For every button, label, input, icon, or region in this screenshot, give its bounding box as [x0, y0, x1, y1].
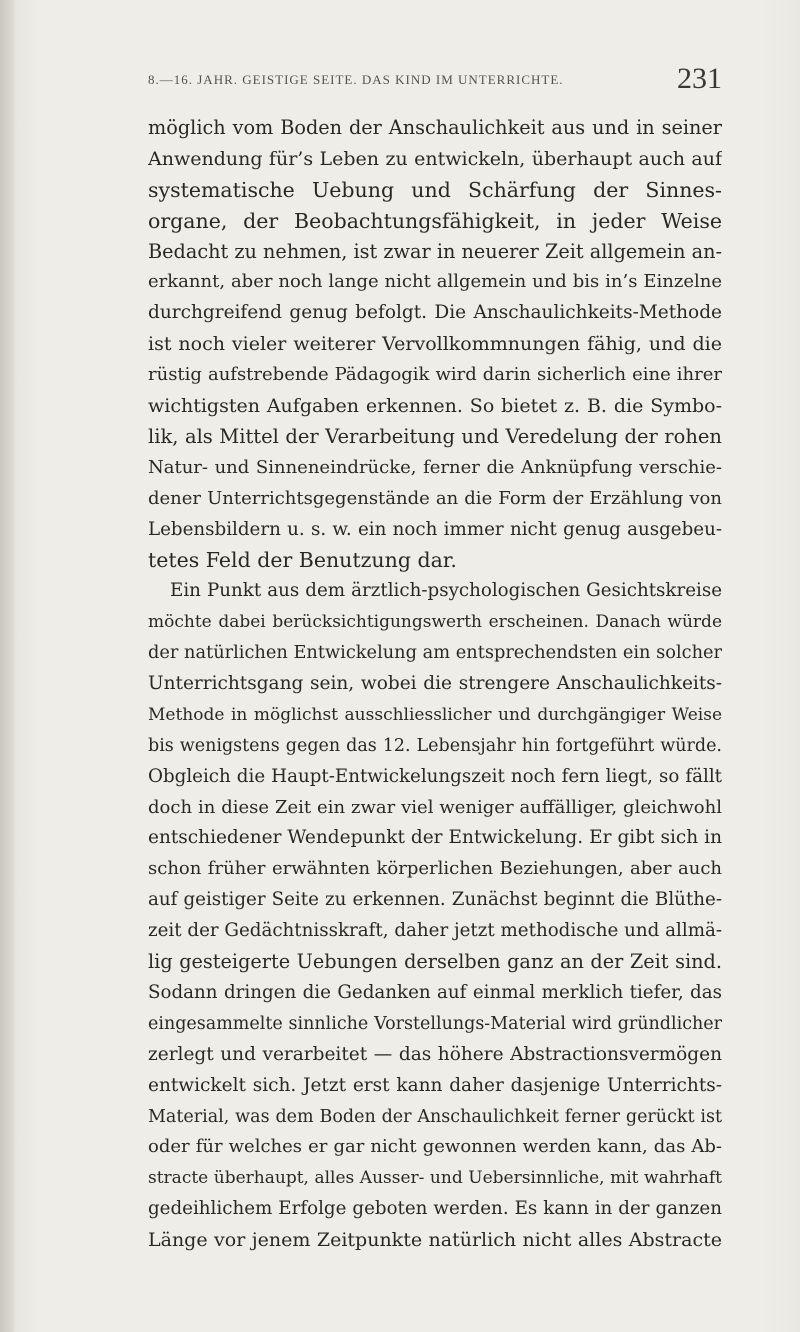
text-line: zeit der Gedächtnisskraft, daher jetzt methodische und allmä- — [148, 920, 722, 942]
text-line: zerlegt und verarbeitet — das höhere Abstractionsvermögen — [148, 1043, 722, 1065]
text-line: lik, als Mittel der Verarbeitung und Veredelung der rohen — [148, 424, 722, 448]
text-line: oder für welches er gar nicht gewonnen werden kann, das Ab- — [148, 1136, 722, 1158]
text-line: Material, was dem Boden der Anschaulichkeit ferner gerückt ist — [148, 1106, 722, 1127]
text-line: Länge vor jenem Zeitpunkte natürlich nicht alles Abstracte — [148, 1229, 722, 1252]
text-line: tetes Feld der Benutzung dar. — [148, 548, 457, 573]
text-line: Bedacht zu nehmen, ist zwar in neuerer Zeit allgemein an- — [148, 239, 722, 263]
text-line: entschiedener Wendepunkt der Entwickelung. Er gibt sich in — [148, 827, 722, 849]
text-line: möchte dabei berücksichtigungswerth erscheinen. Danach würde — [148, 612, 722, 633]
text-line: Unterrichtsgang sein, wobei die strengere Anschaulichkeits- — [148, 673, 722, 695]
text-line: systematische Uebung und Schärfung der Sinnes- — [148, 177, 722, 202]
text-line: Lebensbildern u. s. w. ein noch immer nicht genug ausgebeu- — [148, 518, 722, 540]
text-line: doch in diese Zeit ein zwar viel weniger auffälliger, gleichwohl — [148, 796, 722, 818]
text-line: durchgreifend genug befolgt. Die Anschaulichkeits-Methode — [148, 302, 722, 324]
running-head-title: 8.—16. JAHR. GEISTIGE SEITE. DAS KIND IM UNTERRICHTE. — [148, 72, 564, 87]
text-line: organe, der Beobachtungsfähigkeit, in jeder Weise — [148, 208, 722, 233]
text-line: rüstig aufstrebende Pädagogik wird darin sicherlich eine ihrer — [148, 364, 722, 386]
text-line: möglich vom Boden der Anschaulichkeit aus und in seiner — [148, 116, 722, 139]
page-number: 231 — [677, 62, 722, 95]
text-line: bis wenigstens gegen das 12. Lebensjahr hin fortgeführt würde. — [148, 735, 722, 756]
page-spine-shadow — [0, 0, 14, 1332]
running-head — [148, 62, 722, 102]
text-line: Anwendung für’s Leben zu entwickeln, überhaupt auch auf — [148, 147, 722, 170]
text-line: erkannt, aber noch lange nicht allgemein und bis in’s Einzelne — [148, 271, 722, 293]
text-line: eingesammelte sinnliche Vorstellungs-Material wird gründlicher — [148, 1013, 722, 1034]
text-line: schon früher erwähnten körperlichen Beziehungen, aber auch — [148, 858, 722, 880]
text-line: lig gesteigerte Uebungen derselben ganz an der Zeit sind. — [148, 950, 722, 974]
text-line: Obgleich die Haupt-Entwickelungszeit noch fern liegt, so fällt — [148, 765, 722, 787]
text-line: auf geistiger Seite zu erkennen. Zunächst beginnt die Blüthe- — [148, 889, 722, 911]
text-line: dener Unterrichtsgegenstände an die Form der Erzählung von — [148, 487, 722, 509]
text-line: ist noch vieler weiterer Vervollkommnungen fähig, und die — [148, 333, 722, 356]
text-line: gedeihlichem Erfolge geboten werden. Es kann in der ganzen — [148, 1198, 722, 1220]
text-line: entwickelt sich. Jetzt erst kann daher dasjenige Unterrichts- — [148, 1074, 722, 1096]
text-line: stracte überhaupt, alles Ausser- und Uebersinnliche, mit wahrhaft — [148, 1168, 722, 1189]
text-line: Ein Punkt aus dem ärztlich-psychologischen Gesichtskreise — [170, 580, 722, 602]
text-line: Sodann dringen die Gedanken auf einmal merklich tiefer, das — [148, 981, 722, 1003]
text-line: wichtigsten Aufgaben erkennen. So bietet z. B. die Symbo- — [148, 395, 722, 418]
text-line: der natürlichen Entwickelung am entsprechendsten ein solcher — [148, 643, 722, 664]
text-line: Natur- und Sinneneindrücke, ferner die Anknüpfung verschie- — [148, 456, 722, 478]
body-text — [148, 113, 722, 1256]
text-line: Methode in möglichst ausschliesslicher und durchgängiger Weise — [148, 704, 722, 725]
